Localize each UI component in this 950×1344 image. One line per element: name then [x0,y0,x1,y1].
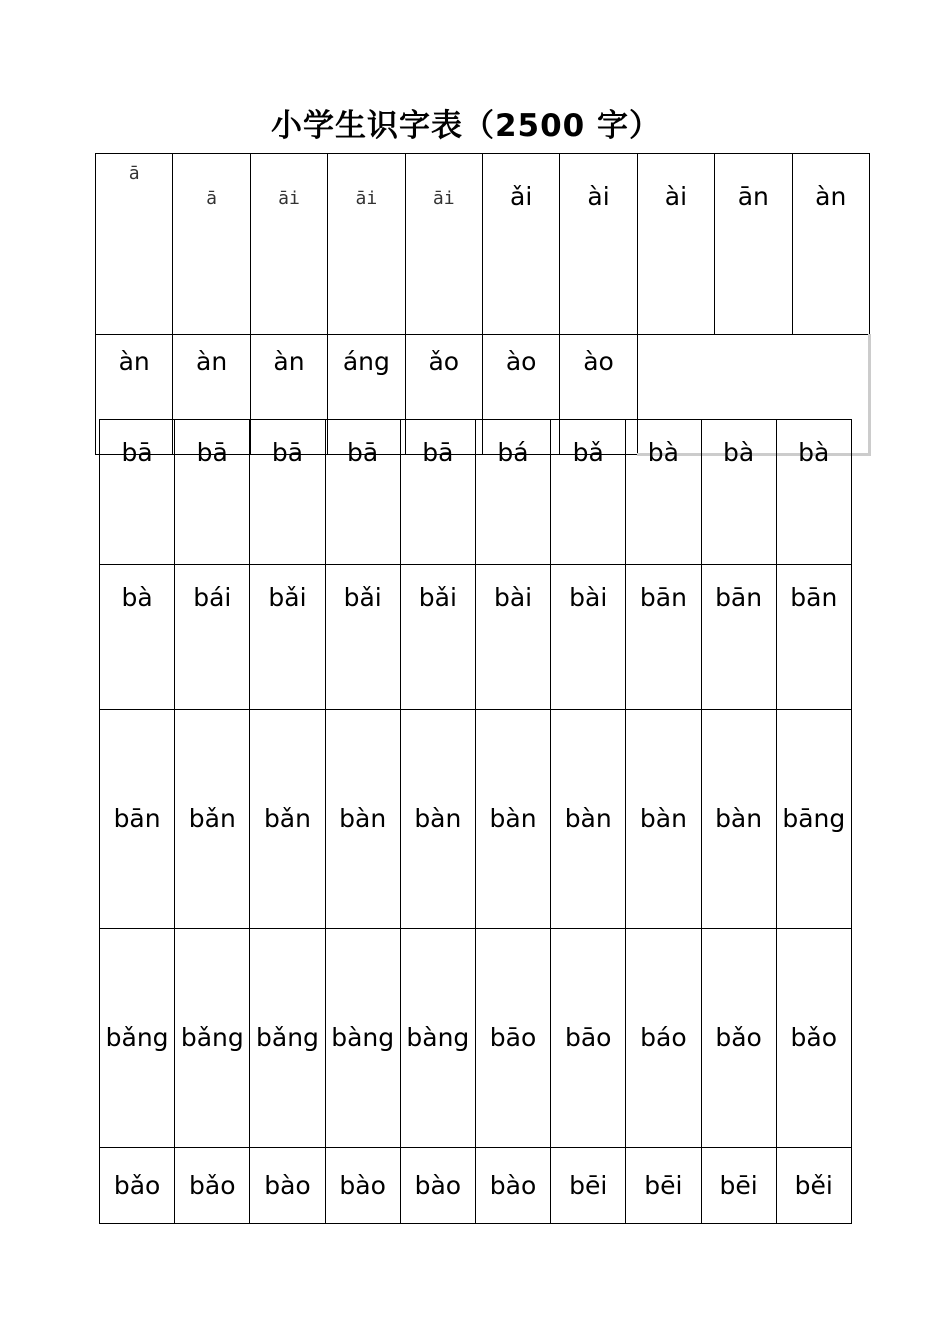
table-cell: bàn [551,710,626,929]
table-cell: bāo [475,929,550,1148]
table-row [100,929,852,1148]
table-cell: bào [325,1148,400,1224]
table-cell: bā [250,420,325,565]
table-cell: ài [637,154,714,335]
table-cell: bēi [626,1148,701,1224]
table-cell: bǎo [100,1148,175,1224]
table-cell: àn [173,335,250,455]
table-cell: ài [560,154,637,335]
table-cell: bǎi [400,565,475,710]
table-cell: bā [325,420,400,565]
table-cell: bān [626,565,701,710]
table-cell: bǎo [701,929,776,1148]
table-cell: ā [173,154,250,335]
table-cell: báo [626,929,701,1148]
table-cell: bā [100,420,175,565]
table-cell: bǎng [175,929,250,1148]
table-cell: bà [626,420,701,565]
table-cell: àn [792,154,869,335]
table-cell: bēi [701,1148,776,1224]
table-cell: āi [405,154,482,335]
table-cell: āi [250,154,327,335]
table-cell: bā [400,420,475,565]
table-cell: bái [175,565,250,710]
table-row [100,565,852,710]
table-cell: bà [100,565,175,710]
table-cell: bài [551,565,626,710]
table-cell: bá [475,420,550,565]
table-cell: bàng [325,929,400,1148]
table-cell: ǎo [405,335,482,455]
page-title: 小学生识字表（2500 字） [270,108,662,144]
table-cell: bāng [776,710,851,929]
character-table-a [95,153,871,456]
table-row [100,1148,852,1224]
table-cell: áng [328,335,405,455]
table-cell: bàn [475,710,550,929]
table-cell: bàn [400,710,475,929]
table-cell: bà [701,420,776,565]
table-cell: bǎn [250,710,325,929]
table-row [100,420,852,565]
table-cell: bà [776,420,851,565]
table-cell: bǎo [175,1148,250,1224]
table-cell: bài [475,565,550,710]
table-cell: ào [560,335,637,455]
table-cell: bào [400,1148,475,1224]
table-row [96,154,870,335]
table-cell: bǎ [551,420,626,565]
table-cell: bǎng [100,929,175,1148]
table-cell: ǎi [482,154,559,335]
table-cell: bāo [551,929,626,1148]
table-cell: āi [328,154,405,335]
table-cell: bān [701,565,776,710]
table-cell: bàn [626,710,701,929]
table-cell: ā [96,154,173,335]
table-cell: bā [175,420,250,565]
table-cell: bǎi [325,565,400,710]
table-cell: bàn [325,710,400,929]
table-cell: ào [482,335,559,455]
table-cell: ān [715,154,792,335]
table-row [100,710,852,929]
character-table-b [99,419,852,1224]
table-cell: bàng [400,929,475,1148]
table-cell: bào [250,1148,325,1224]
table-cell: bān [776,565,851,710]
table-cell: bàn [701,710,776,929]
table-cell: àn [250,335,327,455]
table-cell: bǎn [175,710,250,929]
table-cell: àn [96,335,173,455]
table-cell: bào [475,1148,550,1224]
table-cell: bān [100,710,175,929]
table-cell: běi [776,1148,851,1224]
table-cell: bēi [551,1148,626,1224]
table-cell: bǎo [776,929,851,1148]
table-cell: bǎng [250,929,325,1148]
table-cell: bǎi [250,565,325,710]
